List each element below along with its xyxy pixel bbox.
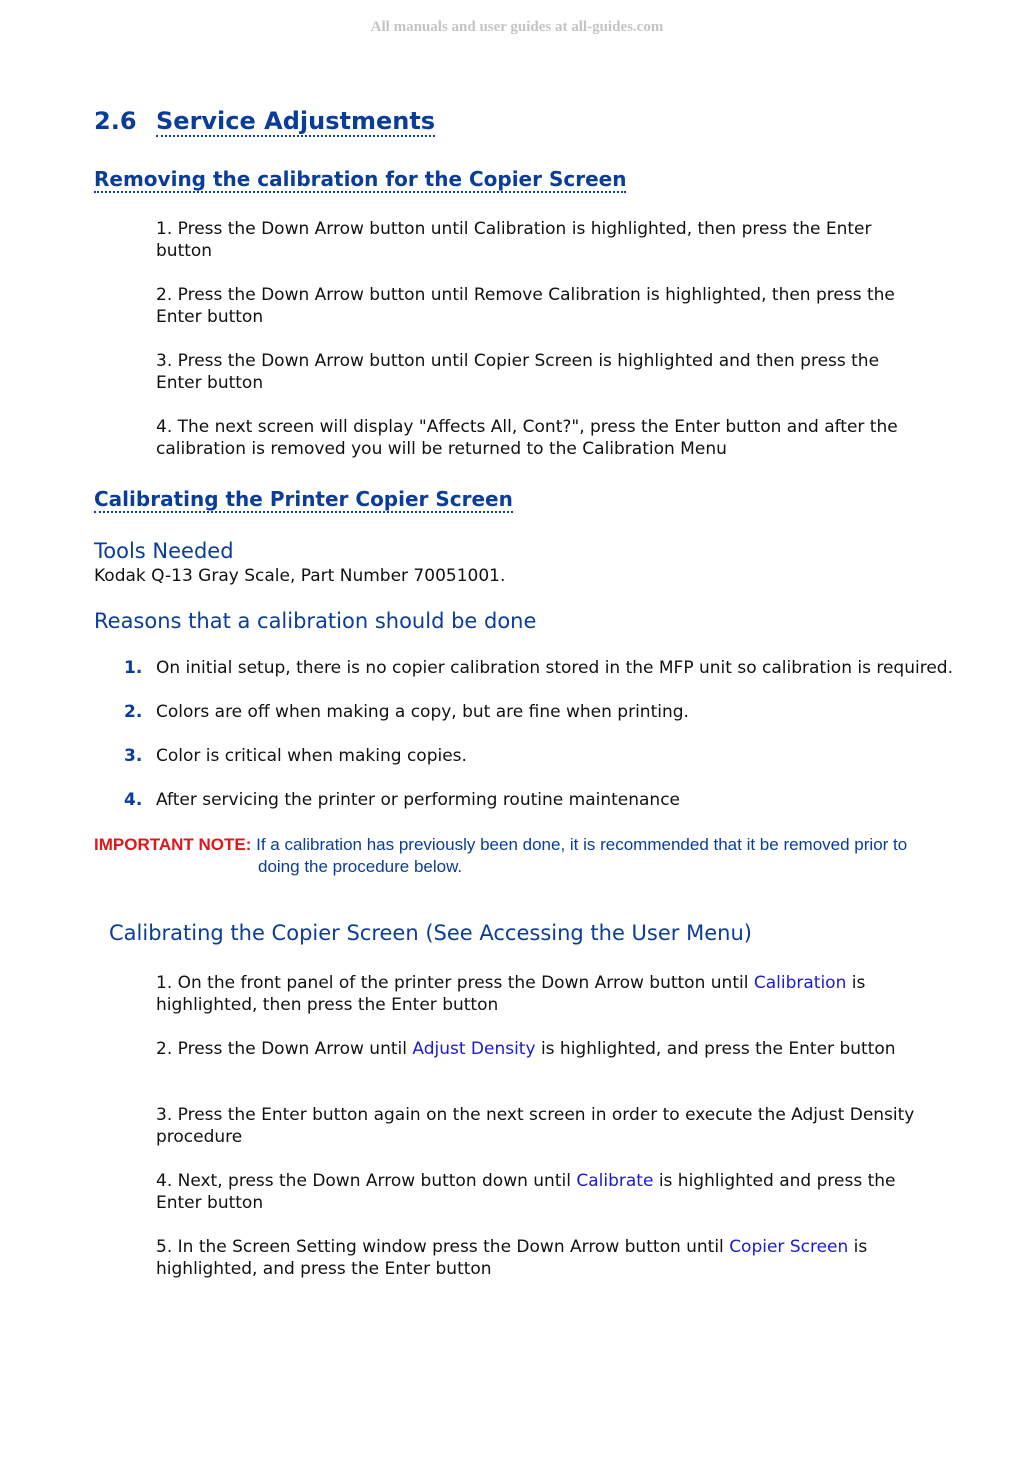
step-text: is highlighted and press the Enter button: [156, 1171, 896, 1213]
important-note-line-1: If a calibration has previously been done, it is recommended that it be removed prior to: [256, 835, 908, 854]
removing-step-3: 3. Press the Down Arrow button until Copier Screen is highlighted and then press the Enter button: [156, 351, 880, 393]
step-text: is highlighted, and press the Enter button: [535, 1039, 896, 1059]
removing-step-1: 1. Press the Down Arrow button until Calibration is highlighted, then press the Enter button: [156, 219, 872, 261]
procedure-step-1: [156, 972, 916, 1016]
step-text: 4. Next, press the Down Arrow button down until: [156, 1171, 577, 1191]
menu-item-highlight: Calibrate: [576, 1171, 654, 1191]
tools-heading: Tools Needed: [94, 539, 234, 563]
step-text: is highlighted, then press the Enter button: [156, 973, 866, 1015]
menu-item-highlight: Copier Screen: [729, 1237, 849, 1257]
procedure-step-2: [156, 1038, 916, 1060]
reason-item: [124, 658, 953, 678]
procedure-heading: Calibrating the Copier Screen (See Accessing the User Menu): [109, 921, 752, 945]
section-title: Service Adjustments: [156, 107, 436, 135]
removing-step-2: 2. Press the Down Arrow button until Remove Calibration is highlighted, then press the Enter button: [156, 285, 895, 327]
tools-text: Kodak Q-13 Gray Scale, Part Number 70051001.: [94, 566, 506, 586]
reason-item: [124, 790, 680, 810]
procedure-step-3: [156, 1104, 916, 1148]
reason-text: Colors are off when making a copy, but are fine when printing.: [156, 702, 689, 722]
menu-item-highlight: Calibration: [753, 973, 847, 993]
step-text: 2. Press the Down Arrow until: [156, 1039, 413, 1059]
section-heading: [94, 107, 435, 135]
step-text: 1. On the front panel of the printer press the Down Arrow button until: [156, 973, 754, 993]
procedure-step-5: [156, 1236, 916, 1280]
reason-item: [124, 702, 689, 722]
step-text: is highlighted, and press the Enter button: [156, 1237, 868, 1279]
important-note-line-2: doing the procedure below.: [258, 857, 463, 876]
removing-step-4: 4. The next screen will display "Affects All, Cont?", press the Enter button and after the calibration is removed you will be returned to the Calibration Menu: [156, 417, 898, 459]
reason-number: 4.: [124, 790, 143, 810]
important-note-label: IMPORTANT NOTE:: [94, 835, 252, 854]
section-number: 2.6: [94, 107, 137, 135]
calibrating-heading-text: Calibrating the Printer Copier Screen: [94, 487, 513, 511]
procedure-step-4: [156, 1170, 916, 1214]
step-text: 3. Press the Enter button again on the next screen in order to execute the Adjust Density procedure: [156, 1105, 915, 1147]
reason-text: After servicing the printer or performing routine maintenance: [156, 790, 681, 810]
menu-item-highlight: Adjust Density: [412, 1039, 536, 1059]
removing-heading: [94, 167, 626, 191]
reason-text: Color is critical when making copies.: [156, 746, 467, 766]
reason-number: 1.: [124, 658, 143, 678]
reason-item: [124, 746, 467, 766]
watermark: All manuals and user guides at all-guides.com: [370, 19, 664, 35]
reasons-heading: Reasons that a calibration should be done: [94, 609, 537, 633]
reason-number: 2.: [124, 702, 143, 722]
reason-number: 3.: [124, 746, 143, 766]
calibrating-heading: [94, 487, 513, 511]
reason-text: On initial setup, there is no copier calibration stored in the MFP unit so calibration is required.: [156, 658, 953, 678]
removing-heading-text: Removing the calibration for the Copier Screen: [94, 167, 627, 191]
important-note: [94, 834, 954, 878]
step-text: 5. In the Screen Setting window press the Down Arrow button until: [156, 1237, 730, 1257]
